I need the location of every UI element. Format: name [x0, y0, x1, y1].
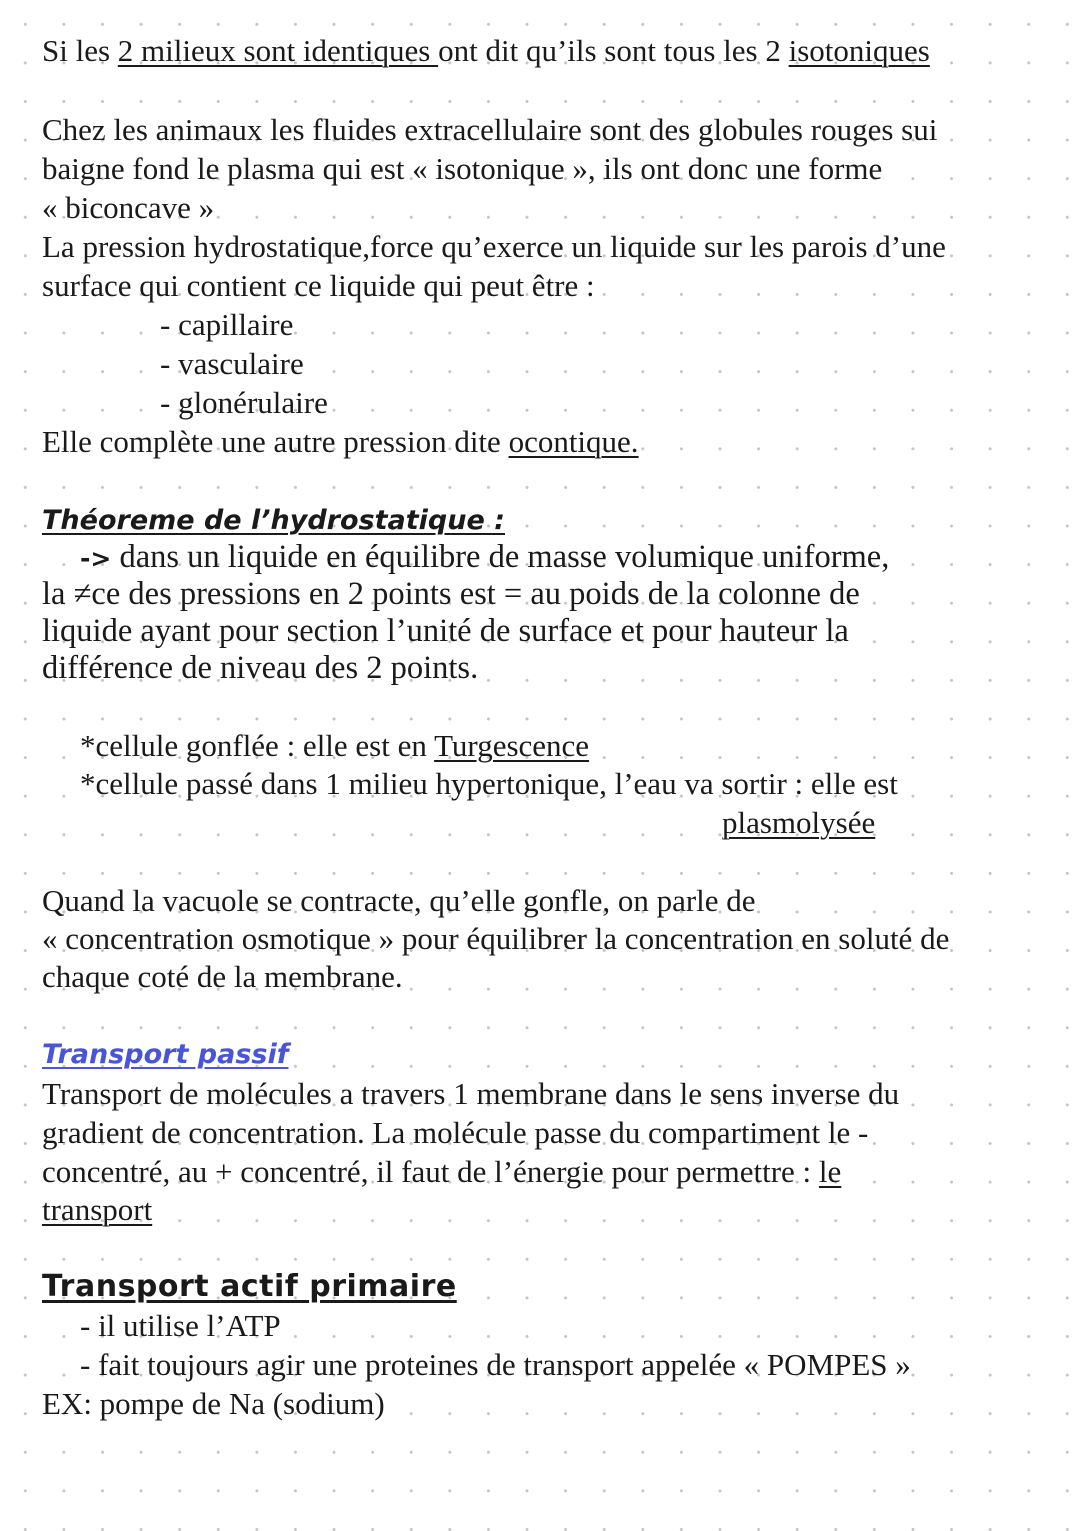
paragraph-line: Transport de molécules a travers 1 membrane dans le sens inverse du	[42, 1076, 900, 1111]
underlined-text: transport	[42, 1192, 153, 1227]
underlined-text: le	[818, 1154, 842, 1189]
paragraph-line: baigne fond le plasma qui est « isotonique », ils ont donc une forme	[42, 151, 883, 186]
paragraph-line: EX: pompe de Na (sodium)	[42, 1386, 385, 1421]
paragraph-line: chaque coté de la membrane.	[42, 959, 403, 994]
theorem-line: la ≠ce des pressions en 2 points est = au poids de la colonne de	[42, 576, 860, 612]
list-item: - glonérulaire	[160, 385, 328, 420]
arrow-icon: ->	[80, 544, 112, 573]
paragraph-line: « concentration osmotique » pour équilibrer la concentration en soluté de	[42, 921, 950, 956]
paragraph-line: surface qui contient ce liquide qui peut être :	[42, 268, 595, 303]
theorem-line: différence de niveau des 2 points.	[42, 650, 479, 686]
paragraph-line: Elle complète une autre pression dite ocontique.	[42, 424, 639, 459]
bullet-line: *cellule passé dans 1 milieu hypertonique, l’eau va sortir : elle est	[80, 766, 898, 801]
paragraph-line: La pression hydrostatique,force qu’exerce un liquide sur les parois d’une	[42, 229, 946, 264]
paragraph-line: Chez les animaux les fluides extracellulaire sont des globules rouges sui	[42, 112, 938, 147]
line-isotoniques: Si les 2 milieux sont identiques ont dit qu’ils sont tous les 2 isotoniques	[42, 33, 930, 68]
underlined-text: plasmolysée	[722, 805, 876, 840]
heading-transport-actif: Transport actif primaire	[42, 1269, 457, 1304]
theorem-line: liquide ayant pour section l’unité de surface et pour hauteur la	[42, 613, 849, 649]
list-item: - capillaire	[160, 307, 294, 342]
list-item: - fait toujours agir une proteines de transport appelée « POMPES »	[80, 1347, 911, 1382]
bullet-line: *cellule gonflée : elle est en Turgescence	[80, 728, 590, 763]
list-item: - il utilise l’ATP	[80, 1308, 281, 1343]
heading-theoreme: Théoreme de l’hydrostatique :	[42, 505, 505, 536]
underlined-text: 2 milieux sont identiques	[117, 33, 439, 68]
underlined-text: ocontique.	[508, 424, 639, 459]
paragraph-line: gradient de concentration. La molécule passe du compartiment le -	[42, 1115, 869, 1150]
heading-transport-passif: Transport passif	[42, 1039, 289, 1070]
paragraph-line: Quand la vacuole se contracte, qu’elle gonfle, on parle de	[42, 883, 756, 918]
theorem-line: -> dans un liquide en équilibre de masse volumique uniforme,	[80, 539, 890, 575]
paragraph-line: concentré, au + concentré, il faut de l’énergie pour permettre : le	[42, 1154, 842, 1189]
underlined-text: isotoniques	[788, 33, 930, 68]
list-item: - vasculaire	[160, 346, 304, 381]
underlined-text: Turgescence	[434, 728, 590, 763]
paragraph-line: « biconcave »	[42, 190, 215, 225]
